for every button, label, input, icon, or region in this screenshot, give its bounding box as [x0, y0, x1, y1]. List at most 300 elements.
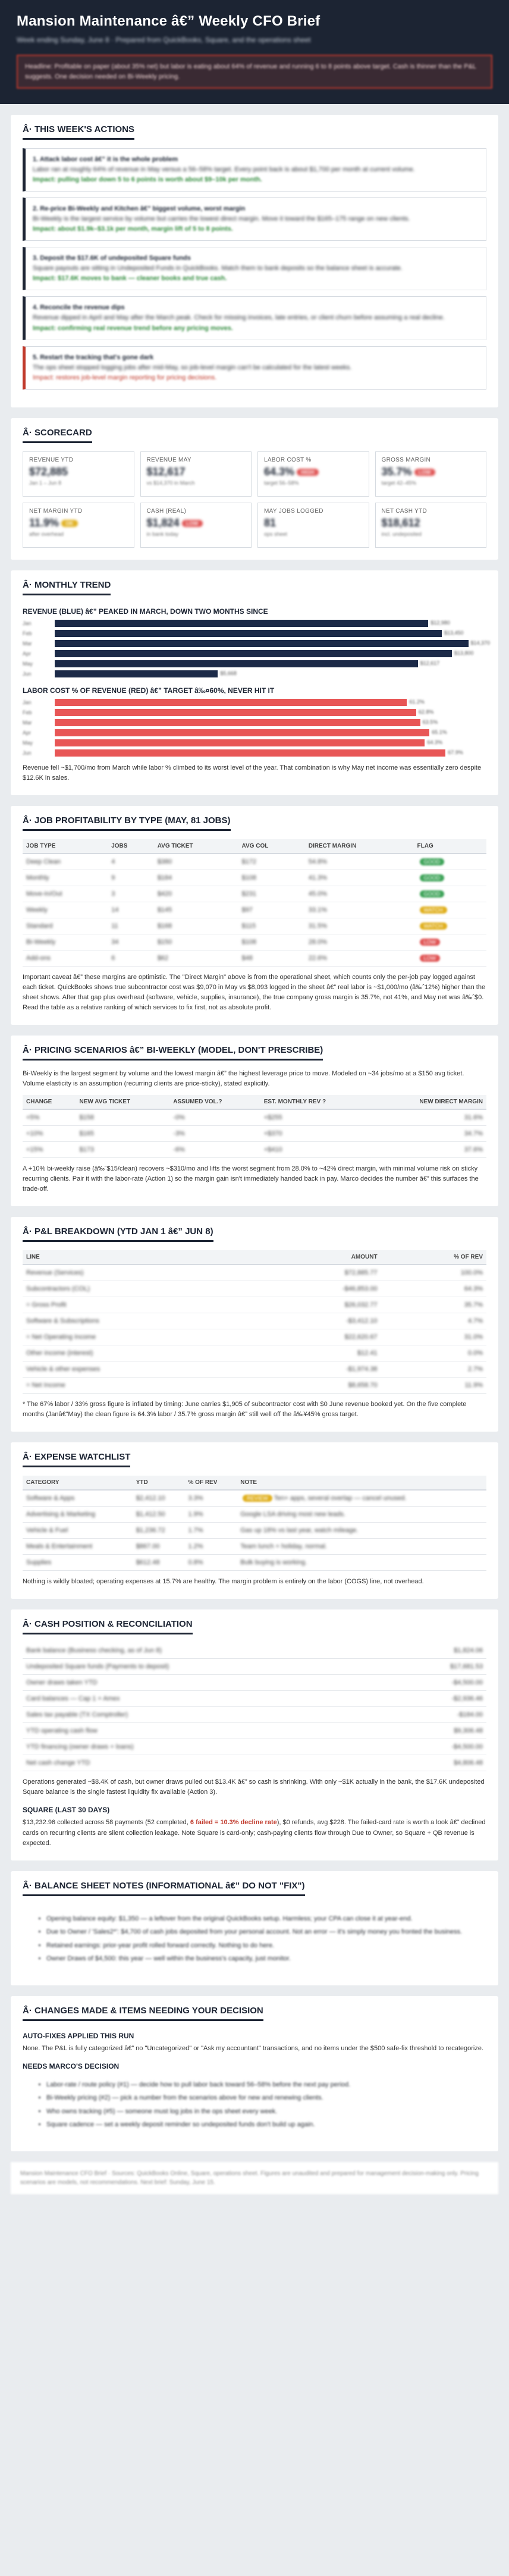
chart-data-label: 67.9% — [448, 749, 463, 755]
cell-value: -$184.00 — [457, 1711, 483, 1719]
chart-tick-label: Jun — [23, 670, 32, 677]
kpi-label: LABOR COST % — [264, 456, 312, 463]
table-cell — [23, 1723, 389, 1739]
table-cell — [108, 870, 153, 886]
cell-value: 34.7% — [464, 1130, 483, 1138]
chart-track — [55, 670, 486, 677]
section-title-changes: Â· CHANGES MADE & ITEMS NEEDING YOUR DECISION — [23, 2006, 263, 2021]
chart-row — [23, 729, 486, 737]
status-badge: GOOD — [420, 858, 445, 865]
chart-track — [55, 650, 486, 657]
table-cell — [23, 1539, 133, 1555]
table-cell — [305, 918, 414, 934]
cell-value: Revenue (Services) — [26, 1269, 84, 1277]
table-cell — [259, 1378, 381, 1394]
table-cell — [23, 1281, 259, 1297]
chart-data-label: $13,450 — [444, 629, 464, 636]
action-body: Bi-Weekly is the largest service by volume but carries the lowest direct margin. Move it toward the $165–175 range on new clients. — [33, 215, 410, 223]
table-cell — [259, 1345, 381, 1361]
cell-value: 45.0% — [308, 890, 327, 898]
kpi-note: incl. undeposited — [381, 531, 422, 537]
table-cell — [259, 1281, 381, 1297]
table-cell — [237, 1490, 486, 1507]
table-header: AMOUNT — [259, 1250, 381, 1265]
cell-value: -$46,853.00 — [342, 1285, 378, 1293]
table-cell — [23, 1675, 389, 1691]
table-row — [23, 1361, 486, 1378]
kpi-note: in bank today — [146, 531, 179, 537]
kpi-note: vs $14,370 in March — [146, 479, 195, 486]
cell-value: $1,412.50 — [136, 1511, 165, 1518]
table-cell — [414, 934, 486, 950]
cell-value: 1.7% — [188, 1527, 203, 1535]
table-row — [23, 1265, 486, 1281]
table-cell — [414, 950, 486, 966]
section-title-expenses: Â· EXPENSE WATCHLIST — [23, 1452, 130, 1467]
table-header: ASSUMED VOL.? — [169, 1095, 260, 1109]
table-cell — [76, 1142, 170, 1158]
report-subtitle: Week ending Sunday, June 8 · Prepared from QuickBooks, Square, and the operations sheet — [17, 36, 311, 44]
chart-row — [23, 670, 486, 678]
table-cell — [108, 902, 153, 918]
chart-tick-label: May — [23, 739, 33, 746]
action-title: 2. Re-price Bi-Weekly and Kitchen â€” biggest volume, worst margin — [33, 205, 246, 213]
table-cell — [23, 1691, 389, 1707]
table-row — [23, 1297, 486, 1313]
table-cell — [381, 1361, 486, 1378]
table-cell — [169, 1142, 260, 1158]
cell-value: Monthly — [26, 874, 49, 881]
kpi-note: Jan 1 – Jun 8 — [29, 479, 62, 486]
table-cell — [372, 1126, 486, 1142]
table-cell — [23, 1507, 133, 1523]
cell-value: YTD operating cash flow — [26, 1727, 98, 1735]
cell-value: Ten+ apps, several overlap — cancel unused. — [274, 1495, 407, 1502]
chart-row — [23, 660, 486, 668]
labor-bar-chart — [23, 698, 486, 757]
table-cell — [305, 950, 414, 966]
table-cell — [237, 1555, 486, 1571]
cell-value: 14 — [111, 906, 119, 914]
cell-value: -$1,974.38 — [345, 1366, 378, 1373]
table-cell — [389, 1707, 486, 1723]
table-cell — [154, 902, 238, 918]
table-cell — [133, 1490, 185, 1507]
chart-tick-label: Mar — [23, 640, 32, 647]
table-cell — [414, 854, 486, 870]
cell-value: $26,032.77 — [344, 1301, 378, 1309]
kpi-card — [375, 451, 487, 497]
table-cell — [23, 1707, 389, 1723]
kpi-status-badge: OK — [61, 520, 78, 527]
chart-tick-label: Feb — [23, 630, 32, 636]
table-cell — [23, 1523, 133, 1539]
status-badge: LOW — [420, 939, 441, 946]
table-row — [23, 1643, 486, 1659]
chart-track — [55, 660, 486, 667]
action-impact: Impact: $17.6K moves to bank — cleaner books and true cash. — [33, 275, 227, 283]
table-cell — [154, 934, 238, 950]
cell-value: 35.7% — [464, 1301, 483, 1309]
cell-value: 11 — [111, 922, 118, 930]
cell-value: 41.3% — [308, 874, 327, 881]
pricing-table — [23, 1095, 486, 1158]
table-cell — [237, 1539, 486, 1555]
report-header — [0, 0, 509, 104]
section-title-pnl: Â· P&L BREAKDOWN (YTD JAN 1 â€” JUN 8) — [23, 1226, 213, 1242]
table-cell — [23, 1378, 259, 1394]
cell-value: Supplies — [26, 1559, 52, 1567]
chart-track — [55, 739, 486, 746]
section-title-balance: Â· BALANCE SHEET NOTES (INFORMATIONAL â€” DO NOT "FIX") — [23, 1881, 305, 1896]
chart-bar — [55, 620, 428, 627]
chart-row — [23, 708, 486, 717]
list-item: • Due to Owner / 'Sales2*': $4,700 of cash jobs deposited from your personal account. Not an error — it's simply money you fronted the business. — [46, 1927, 486, 1937]
table-cell — [23, 1265, 259, 1281]
table-row — [23, 1126, 486, 1142]
table-cell — [154, 950, 238, 966]
section-title-jobs: Â· JOB PROFITABILITY BY TYPE (MAY, 81 JOBS) — [23, 815, 231, 831]
action-title: 1. Attack labor cost â€” it is the whole problem — [33, 156, 178, 163]
expenses-section — [11, 1442, 498, 1599]
action-card — [23, 247, 486, 290]
cell-value: $145 — [157, 906, 172, 914]
table-header: DIRECT MARGIN — [305, 839, 414, 854]
cell-value: 9 — [111, 874, 115, 881]
cell-value: +$255 — [263, 1114, 282, 1122]
kpi-grid — [23, 451, 486, 548]
table-cell — [133, 1555, 185, 1571]
table-cell — [238, 902, 305, 918]
table-row — [23, 1707, 486, 1723]
table-cell — [23, 1555, 133, 1571]
cell-value: Add-ons — [26, 954, 51, 962]
table-cell — [76, 1126, 170, 1142]
table-cell — [133, 1523, 185, 1539]
kpi-note: ops sheet — [264, 531, 288, 537]
chart-tick-label: Apr — [23, 650, 32, 657]
chart-row — [23, 698, 486, 707]
chart-tick-label: Feb — [23, 709, 32, 716]
kpi-status-badge: LOW — [182, 520, 203, 527]
action-card — [23, 346, 486, 390]
cell-value: Bulk buying is working. — [240, 1559, 307, 1567]
table-cell — [23, 1345, 259, 1361]
list-item: • Opening balance equity: $1,350 — a leftover from the original QuickBooks setup. Harmless; your CPA can close it at year-end. — [46, 1914, 486, 1924]
kpi-card — [23, 451, 134, 497]
table-header: JOBS — [108, 839, 153, 854]
table-row — [23, 934, 486, 950]
cell-value: Google LSA driving most new leads. — [240, 1511, 345, 1518]
table-row — [23, 1378, 486, 1394]
table-row — [23, 1142, 486, 1158]
cell-value: Weekly — [26, 906, 48, 914]
table-cell — [133, 1507, 185, 1523]
cell-value: Bank balance (Business checking, as of Jun 8) — [26, 1647, 162, 1655]
table-cell — [237, 1507, 486, 1523]
square-decline-rate: 6 failed = 10.3% decline rate — [190, 1819, 277, 1827]
cell-value: Team lunch + holiday, normal. — [240, 1543, 327, 1551]
table-cell — [23, 1490, 133, 1507]
table-row — [23, 1723, 486, 1739]
auto-fixes-body: None. The P&L is fully categorized â€” no "Uncategorized" or "Ask my accountant" transactions, and no items under the $500 safe-fix threshold to recategorize. — [23, 2044, 484, 2052]
cell-value: Deep Clean — [26, 858, 61, 865]
cell-value: $168 — [157, 922, 172, 930]
action-impact: Impact: pulling labor down 5 to 6 points is worth about $9–10k per month. — [33, 176, 262, 184]
cell-value: $17,681.53 — [450, 1663, 483, 1671]
table-cell — [372, 1109, 486, 1126]
cell-value: $108 — [241, 938, 256, 946]
cell-value: $9,306.48 — [454, 1727, 483, 1735]
chart-bar — [55, 670, 218, 677]
auto-fixes-title: AUTO-FIXES APPLIED THIS RUN — [23, 2031, 134, 2040]
square-note-post: ), $0 refunds, avg $228. The failed-card rate is worth a look â€” declined cards on recurring clients are silent collection leakage. Note Square is card-only; cash-paying clients flow through Due to Owner, so Square + QB revenue is expected. — [23, 1819, 486, 1847]
jobs-section — [11, 806, 498, 1025]
kpi-label: MAY JOBS LOGGED — [264, 507, 323, 514]
chart-bar — [55, 650, 452, 657]
table-cell — [305, 902, 414, 918]
table-row — [23, 1281, 486, 1297]
cell-value: 0.8% — [188, 1559, 203, 1567]
cell-value: 64.3% — [464, 1285, 483, 1293]
cell-value: $612.48 — [136, 1559, 160, 1567]
cell-value: $4,806.48 — [454, 1759, 483, 1767]
status-badge: GOOD — [420, 890, 445, 898]
table-cell — [23, 1329, 259, 1345]
cell-value: -3% — [173, 1130, 185, 1138]
kpi-note: target 56–58% — [264, 479, 299, 486]
action-body: Square payouts are sitting in Undeposited Funds in QuickBooks. Match them to bank deposits so the balance sheet is accurate. — [33, 265, 403, 272]
kpi-card — [375, 503, 487, 548]
cell-value: $12.41 — [357, 1350, 378, 1357]
chart-tick-label: May — [23, 660, 33, 667]
cell-value: $173 — [79, 1146, 94, 1154]
kpi-value: $18,612 — [381, 516, 420, 529]
table-cell — [23, 1297, 259, 1313]
cell-value: $420 — [157, 890, 172, 898]
table-row — [23, 870, 486, 886]
kpi-label: NET CASH YTD — [381, 507, 428, 514]
table-cell — [238, 918, 305, 934]
table-cell — [260, 1126, 372, 1142]
table-cell — [184, 1490, 237, 1507]
table-cell — [381, 1313, 486, 1329]
cell-value: 54.8% — [308, 858, 327, 865]
table-row — [23, 1490, 486, 1507]
list-item: • Bi-Weekly pricing (#2) — pick a number from the scenarios above for new and renewing clients. — [46, 2093, 486, 2103]
cell-value: 100.0% — [460, 1269, 483, 1277]
table-row — [23, 1523, 486, 1539]
kpi-label: NET MARGIN YTD — [29, 507, 83, 514]
cell-value: YTD financing (owner draws + loans) — [26, 1743, 134, 1751]
cell-value: $62 — [157, 954, 169, 962]
action-card — [23, 197, 486, 241]
cell-value: +$410 — [263, 1146, 282, 1154]
kpi-value: 64.3% HIGH — [264, 466, 363, 478]
table-cell — [23, 854, 108, 870]
cell-value: $380 — [157, 858, 172, 865]
chart-row — [23, 639, 491, 648]
table-row — [23, 1675, 486, 1691]
chart-data-label: $13,800 — [454, 650, 474, 656]
list-item: • Who owns tracking (#5) — someone must log jobs in the ops sheet every week. — [46, 2107, 486, 2117]
table-header: FLAG — [414, 839, 486, 854]
list-item: • Labor-rate / route policy (#1) — decide how to pull labor back toward 56–58% before the next pay period. — [46, 2080, 486, 2090]
pnl-table — [23, 1250, 486, 1394]
table-cell — [305, 934, 414, 950]
action-title: 4. Reconcile the revenue dips — [33, 304, 125, 312]
table-header: AVG COL — [238, 839, 305, 854]
cell-value: +5% — [26, 1114, 40, 1122]
table-cell — [381, 1265, 486, 1281]
table-cell — [108, 950, 153, 966]
kpi-status-badge: LOW — [414, 469, 435, 476]
cell-value: $97 — [241, 906, 253, 914]
table-header: NEW AVG TICKET — [76, 1095, 170, 1109]
chart-data-label: $5,668 — [220, 670, 237, 676]
square-note-pre: $13,232.96 collected across 58 payments (52 completed, — [23, 1819, 190, 1827]
action-card — [23, 148, 486, 192]
chart-bar — [55, 630, 442, 637]
cell-value: 34 — [111, 938, 119, 946]
table-cell — [23, 1643, 389, 1659]
table-cell — [260, 1109, 372, 1126]
status-badge: WATCH — [420, 906, 447, 914]
table-cell — [23, 934, 108, 950]
kpi-label: GROSS MARGIN — [381, 456, 431, 463]
chart-bar — [55, 729, 429, 736]
pricing-intro: Bi-Weekly is the largest segment by volume and the lowest margin â€” the highest leverage price to move. Modeled on ~34 jobs/mo at a $150 avg ticket. Volume elasticity is an assumption (recurring clients are price-sticky), stated explicitly. — [23, 1069, 464, 1088]
table-cell — [414, 870, 486, 886]
chart-data-label: $14,370 — [470, 639, 491, 646]
cell-value: +10% — [26, 1130, 43, 1138]
table-cell — [389, 1675, 486, 1691]
chart-track — [55, 630, 486, 637]
cell-value: Vehicle & other expenses — [26, 1366, 100, 1373]
cell-value: = Net Income — [26, 1382, 65, 1389]
kpi-note: after overhead — [29, 531, 64, 537]
action-body: Labor ran at roughly 64% of revenue in May versus a 56–58% target. Every point back is about $1,700 per month at current volume. — [33, 166, 415, 174]
cell-value: 1.2% — [188, 1543, 203, 1551]
table-cell — [389, 1723, 486, 1739]
action-body: The ops sheet stopped logging jobs after mid-May, so job-level margin can't be calculated for the latest weeks. — [33, 363, 352, 371]
table-cell — [154, 886, 238, 902]
table-cell — [381, 1378, 486, 1394]
chart-tick-label: Jan — [23, 620, 32, 626]
table-header: EST. MONTHLY REV ? — [260, 1095, 372, 1109]
cell-value: Sales tax payable (TX Comptroller) — [26, 1711, 128, 1719]
cash-note: Operations generated ~$8.4K of cash, but owner draws pulled out $13.4K â€” so cash is shrinking. With only ~$1K actually in the bank, the $17.6K undeposited Square balance is the single fastest liquidity fix available (Action 3). — [23, 1778, 485, 1796]
section-title-actions: Â· THIS WEEK'S ACTIONS — [23, 124, 134, 140]
chart-row — [23, 718, 486, 727]
table-cell — [169, 1109, 260, 1126]
table-cell — [389, 1739, 486, 1755]
table-cell — [259, 1265, 381, 1281]
revenue-chart-title: REVENUE (BLUE) â€” PEAKED IN MARCH, DOWN TWO MONTHS SINCE — [23, 607, 268, 616]
chart-data-label: 62.8% — [418, 708, 434, 715]
cell-value: $2,412.10 — [136, 1495, 165, 1502]
cell-value: 28.0% — [308, 938, 327, 946]
cell-value: 2.7% — [467, 1366, 483, 1373]
report-title: Mansion Maintenance â€” Weekly CFO Brief — [17, 13, 321, 29]
table-cell — [414, 918, 486, 934]
table-cell — [23, 1142, 76, 1158]
kpi-card — [257, 451, 369, 497]
table-cell — [381, 1329, 486, 1345]
cell-value: Software & Apps — [26, 1495, 75, 1502]
chart-tick-label: Jun — [23, 749, 32, 756]
chart-bar — [55, 699, 407, 706]
table-cell — [76, 1109, 170, 1126]
table-cell — [23, 950, 108, 966]
kpi-value: $12,617 — [146, 465, 186, 478]
chart-bar — [55, 719, 420, 726]
action-card — [23, 296, 486, 340]
cell-value: $108 — [241, 874, 256, 881]
status-badge: REVIEW — [243, 1495, 272, 1502]
table-cell — [389, 1659, 486, 1675]
action-title: 3. Deposit the $17.6K of undeposited Square funds — [33, 255, 191, 262]
changes-section — [11, 1996, 498, 2151]
table-header: YTD — [133, 1476, 185, 1490]
table-cell — [237, 1523, 486, 1539]
table-cell — [23, 1361, 259, 1378]
chart-data-label: $12,980 — [431, 619, 450, 626]
table-cell — [414, 886, 486, 902]
chart-row — [23, 619, 486, 627]
needs-decision-title: NEEDS MARCO'S DECISION — [23, 2062, 120, 2070]
table-cell — [184, 1539, 237, 1555]
kpi-card — [23, 503, 134, 548]
table-cell — [389, 1691, 486, 1707]
cell-value: -6% — [173, 1146, 185, 1154]
section-title-scorecard: Â· SCORECARD — [23, 428, 92, 443]
list-item: • Retained earnings: prior-year profit rolled forward correctly. Nothing to do here. — [46, 1941, 486, 1951]
cell-value: Gas up 18% vs last year, watch mileage. — [240, 1527, 359, 1535]
table-cell — [184, 1523, 237, 1539]
jobs-note: Important caveat â€” these margins are optimistic. The "Direct Margin" above is from the operational sheet, which counts only the per-job pay logged against each ticket. QuickBooks shows true subcontractor cost was $9,070 in May vs $8,093 logged in the sheet â€” real labor is ~$1,000/mo (â‰ˆ12%) higher than the sheet shows. After that gap plus overhead (software, vehicle, supplies, insurance), the true company gross margin is 35.7%, not 41%, and May net was â‰ˆ$0. Read the table as a relative ranking of which services to fix first, not as absolute profit. — [23, 973, 486, 1011]
pricing-section — [11, 1036, 498, 1206]
list-item: • Owner Draws of $4,500: this year — well within the business's capacity, just monitor. — [46, 1954, 486, 1964]
cell-value: Subcontractors (COL) — [26, 1285, 90, 1293]
table-cell — [414, 902, 486, 918]
table-cell — [238, 950, 305, 966]
kpi-note: target 42–45% — [381, 479, 417, 486]
cell-value: Standard — [26, 922, 53, 930]
cell-value: 31.6% — [464, 1114, 483, 1122]
table-cell — [108, 886, 153, 902]
chart-row — [23, 650, 486, 658]
table-cell — [23, 886, 108, 902]
table-row — [23, 1539, 486, 1555]
table-row — [23, 854, 486, 870]
kpi-label: REVENUE YTD — [29, 456, 74, 463]
chart-row — [23, 629, 486, 638]
table-row — [23, 1329, 486, 1345]
cell-value: Software & Subscriptions — [26, 1317, 99, 1325]
chart-track — [55, 749, 486, 757]
table-header: LINE — [23, 1250, 259, 1265]
action-impact: Impact: about $1.9k–$3.1k per month, margin lift of 5 to 8 points. — [33, 225, 233, 233]
chart-bar — [55, 739, 425, 746]
table-cell — [389, 1755, 486, 1771]
table-row — [23, 1555, 486, 1571]
chart-bar — [55, 749, 445, 757]
section-title-trend: Â· MONTHLY TREND — [23, 580, 111, 595]
table-cell — [23, 1126, 76, 1142]
balance-section — [11, 1871, 498, 1985]
actions-list — [23, 148, 486, 390]
